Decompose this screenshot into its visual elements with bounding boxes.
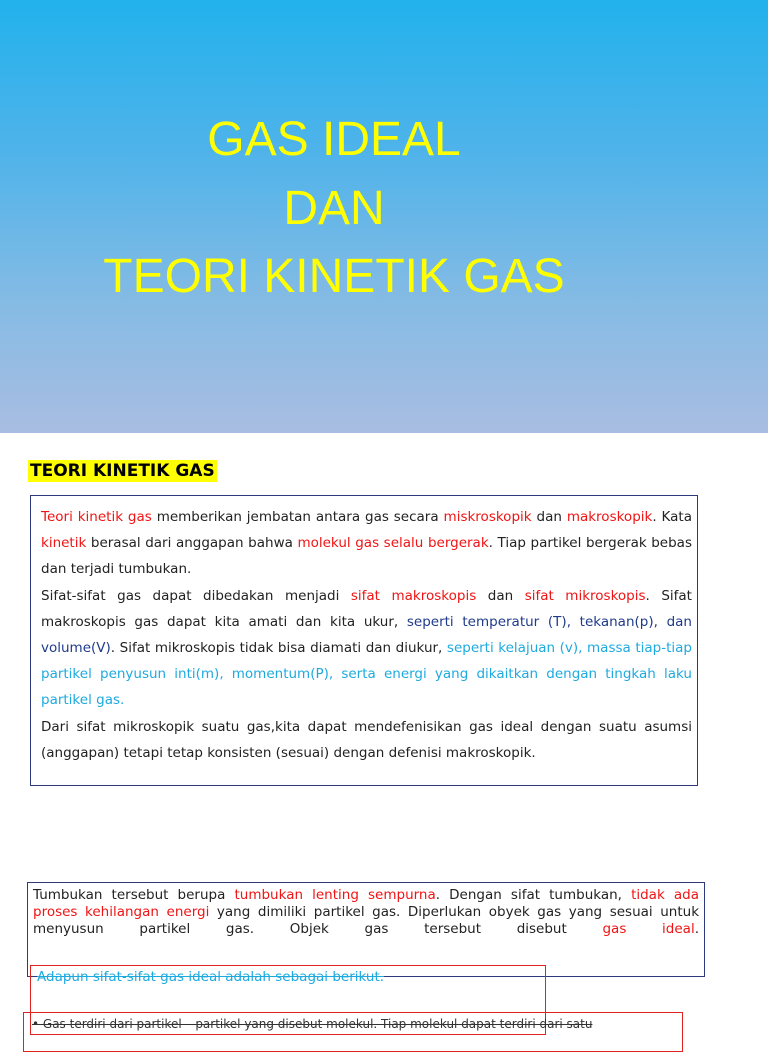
text-span: tumbukan lenting sempurna [234,887,436,903]
text-span: gas ideal [602,921,695,938]
text-span: seperti temperatur (T), tekanan(p), dan volume(V) [41,613,692,657]
title-slide [0,0,768,433]
text-span: . [694,921,699,938]
text-span: berasal dari anggapan bahwa [86,535,298,552]
text-span: sifat mikroskopis [524,587,646,604]
text-span: molekul gas selalu bergerak [297,535,489,552]
intro-text-box [30,495,698,786]
section-heading: TEORI KINETIK GAS [30,461,215,481]
paragraph-ideal-gas: Dari sifat mikroskopik suatu gas,kita dapat mendefenisikan gas ideal dengan suatu asumsi (anggapan) tetapi tetap konsisten (sesuai) dengan defenisi makroskopik. [41,718,692,761]
text-span: . Sifat makroskopis gas dapat kita amati dan kita ukur, [41,587,692,630]
text-span: makroskopik [566,509,653,525]
text-span: memberikan jembatan antara gas secara [151,509,444,525]
text-span: Teori kinetik gas [41,509,152,525]
text-span: . Kata [652,509,692,525]
text-span: tidak ada proses kehilangan energi [33,887,699,921]
collision-text-box [27,882,705,977]
list-intro-text: Adapun sifat-sifat gas ideal adalah sebagai berikut. [37,969,385,985]
list-item-text: • Gas terdiri dari partikel – partikel yang disebut molekul. Tiap molekul dapat terdiri dari satu [32,1017,593,1031]
text-span: Tumbukan tersebut berupa [33,887,235,903]
text-span: dan [531,509,567,525]
paragraph-definition [41,504,692,583]
text-span: yang dimiliki partikel gas. Diperlukan obyek gas yang sesuai untuk menyusun partikel gas. Objek gas tersebut disebut [33,904,700,938]
title-line-3: TEORI KINETIK GAS [103,250,565,303]
paragraph-properties [41,583,692,714]
paragraph-collision [33,887,699,939]
text-span: . Sifat mikroskopis tidak bisa diamati dan diukur, [110,640,447,657]
text-span: Sifat-sifat gas dapat dibedakan menjadi [41,587,351,604]
text-span: kinetik [41,535,87,552]
title-line-1: GAS IDEAL [207,113,461,166]
text-span: sifat makroskopis [350,587,477,604]
text-span: miskroskopik [443,509,532,525]
text-span: dan [476,587,525,604]
title-line-2: DAN [283,182,385,235]
text-span: . Dengan sifat tumbukan, [435,887,632,903]
text-span: . Tiap partikel bergerak bebas dan terjadi tumbukan. [41,535,692,578]
list-item-box [23,1012,683,1052]
text-span: seperti kelajuan (v), massa tiap-tiap partikel penyusun inti(m), momentum(P), serta energi yang dikaitkan dengan tingkah laku partikel gas. [41,640,692,709]
